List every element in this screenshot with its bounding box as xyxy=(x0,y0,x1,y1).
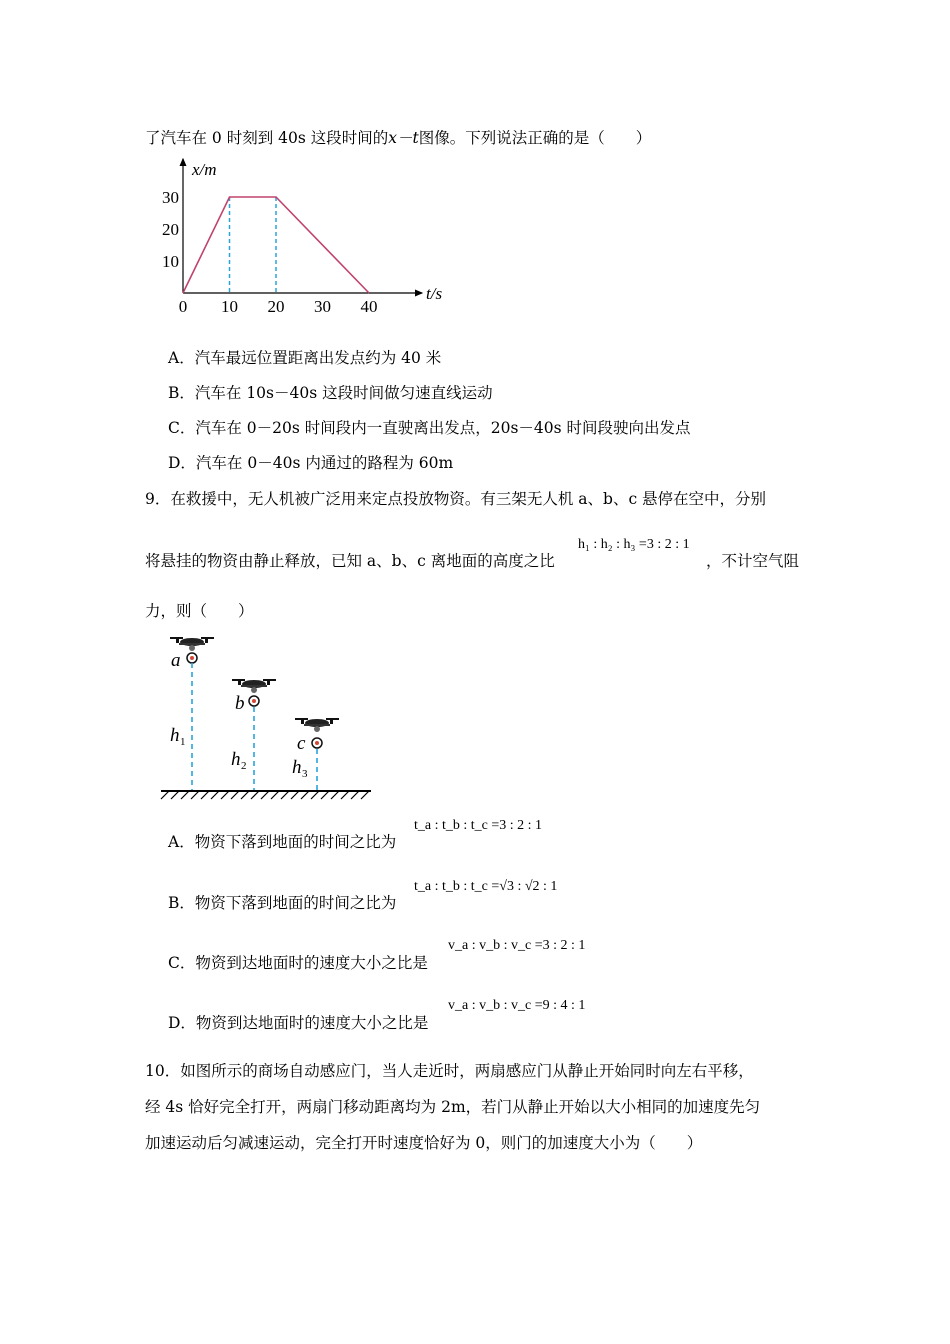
label-h3-sub: 3 xyxy=(302,768,308,780)
x-tick-label: 10 xyxy=(221,297,238,316)
q9-height-ratio: h₁ : h₂ : h₃ =3 : 2 : 1 xyxy=(578,537,690,552)
q8-stem-post: 图像。下列说法正确的是（ ） xyxy=(418,129,652,147)
q9-line3: 力，则（ ） xyxy=(145,602,254,620)
x-axis-label: t/s xyxy=(426,284,443,303)
q9-option-d-math: v_a : v_b : v_c =9 : 4 : 1 xyxy=(448,998,586,1013)
x-tick-label: 0 xyxy=(178,297,188,316)
label-h1-sub: 1 xyxy=(180,736,186,748)
y-tick-label: 30 xyxy=(162,188,179,207)
xt-chart xyxy=(150,155,450,315)
q8-stem-pre: 了汽车在 0 时刻到 40s 这段时间的 xyxy=(145,129,389,147)
y-axis-label: x/m xyxy=(192,160,217,179)
label-h1: h xyxy=(170,725,180,746)
q8-option-a: A．汽车最远位置距离出发点约为 40 米 xyxy=(168,349,442,367)
drone-figure xyxy=(155,628,395,803)
label-h3: h xyxy=(292,757,302,778)
q10-line2: 经 4s 恰好完全打开，两扇门移动距离均为 2m，若门从静止开始以大小相同的加速度先匀 xyxy=(145,1098,761,1116)
q8-option-b: B．汽车在 10s－40s 这段时间做匀速直线运动 xyxy=(168,384,493,402)
ground-hatch xyxy=(161,791,369,799)
q9-option-c-text: C．物资到达地面时的速度大小之比是 xyxy=(168,954,428,972)
q9-option-c-math: v_a : v_b : v_c =3 : 2 : 1 xyxy=(448,938,586,953)
x-tick-label: 40 xyxy=(360,297,378,316)
q9-option-b-math: t_a : t_b : t_c =√3 : √2 : 1 xyxy=(414,879,558,894)
q9-option-d-text: D．物资到达地面时的速度大小之比是 xyxy=(168,1014,429,1032)
y-tick-label: 10 xyxy=(162,252,179,271)
q9-option-a-text: A．物资下落到地面的时间之比为 xyxy=(168,833,397,851)
label-h2-sub: 2 xyxy=(241,760,247,772)
q9-line1: 9．在救援中，无人机被广泛用来定点投放物资。有三架无人机 a、b、c 悬停在空中，分别 xyxy=(145,490,767,508)
q10-line1: 10．如图所示的商场自动感应门，当人走近时，两扇感应门从静止开始同时向左右平移， xyxy=(145,1062,754,1080)
q8-option-c: C．汽车在 0－20s 时间段内一直驶离出发点，20s－40s 时间段驶向出发点 xyxy=(168,419,691,437)
q9-option-b-text: B．物资下落到地面的时间之比为 xyxy=(168,894,397,912)
q8-stem xyxy=(145,128,651,148)
x-tick-label: 30 xyxy=(314,297,331,316)
q9-line2-pre: 将悬挂的物资由静止释放，已知 a、b、c 离地面的高度之比 xyxy=(145,552,555,570)
label-h2: h xyxy=(231,749,241,770)
label-b: b xyxy=(235,693,245,714)
q8-stem-var: x－t xyxy=(388,129,419,147)
q10-line3: 加速运动后匀减速运动，完全打开时速度恰好为 0，则门的加速度大小为（ ） xyxy=(145,1134,703,1152)
q9-option-a-math: t_a : t_b : t_c =3 : 2 : 1 xyxy=(414,818,543,833)
y-tick-label: 20 xyxy=(162,220,179,239)
q8-option-d: D．汽车在 0－40s 内通过的路程为 60m xyxy=(168,454,454,472)
x-tick-label: 20 xyxy=(267,297,285,316)
q9-line2-post: ，不计空气阻 xyxy=(706,552,800,570)
label-c: c xyxy=(297,733,306,754)
label-a: a xyxy=(171,650,181,671)
